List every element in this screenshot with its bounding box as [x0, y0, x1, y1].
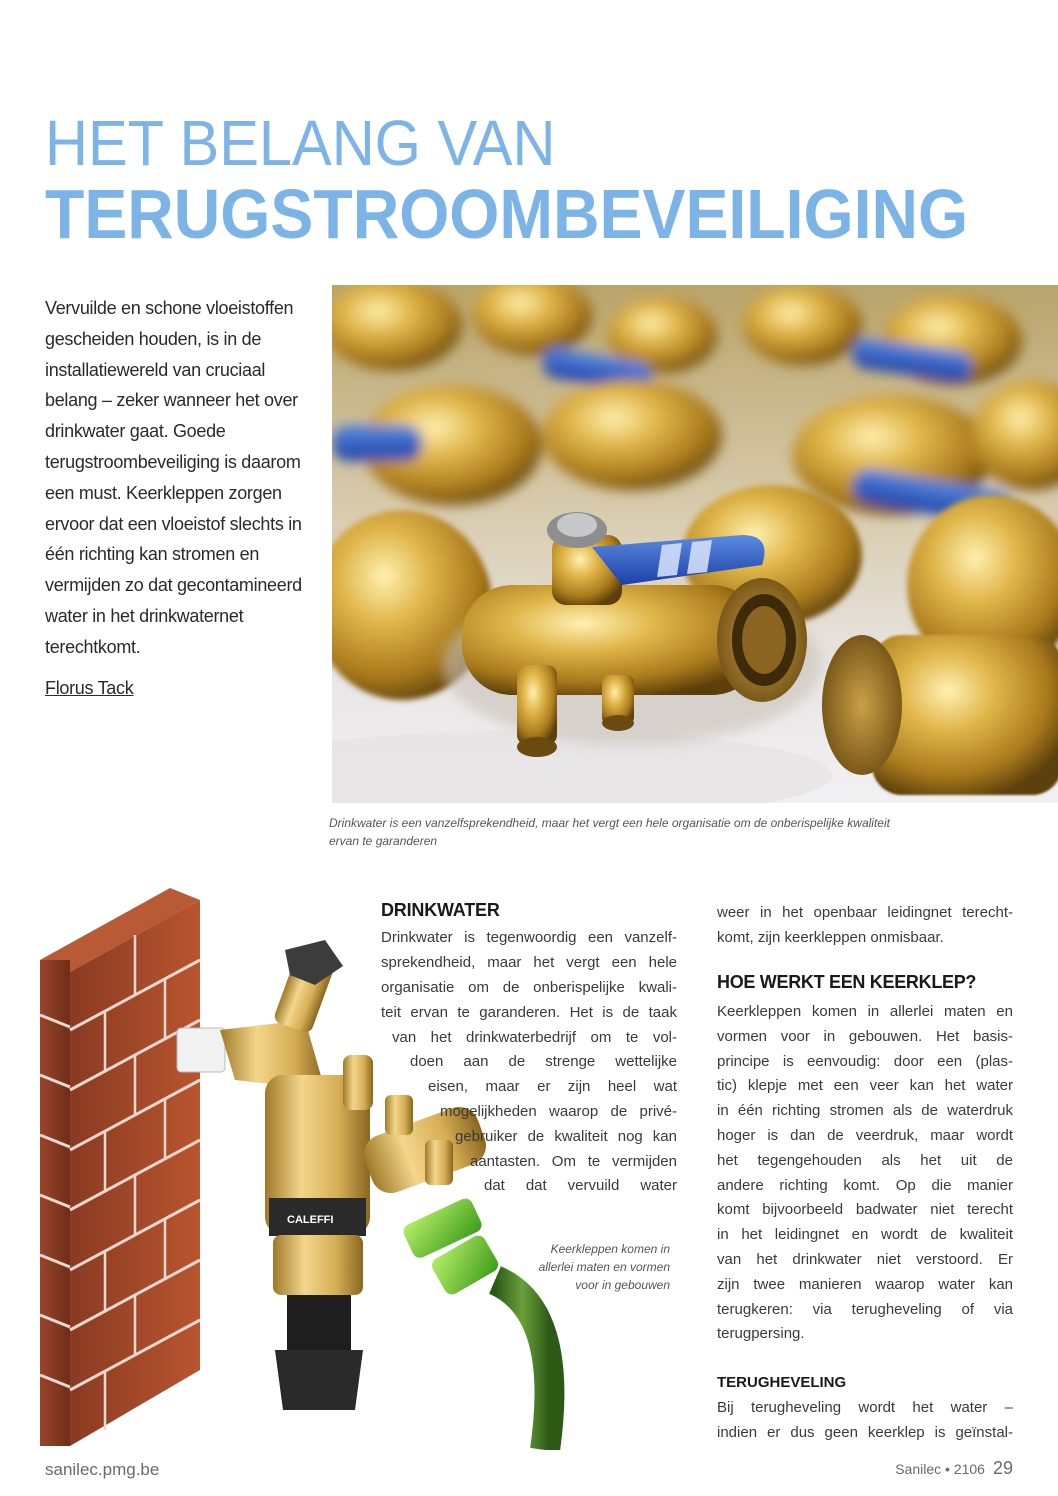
- intro-line: terugstroombeveiliging is daarom: [45, 451, 301, 472]
- keerklep-line: terugpersing.: [717, 1325, 805, 1343]
- keerklep-text: [717, 1000, 1013, 1347]
- terugheveling-text: [717, 1396, 1013, 1446]
- title-line-2: TERUGSTROOMBEVEILIGING: [45, 175, 969, 253]
- intro-line: installatiewereld van cruciaal: [45, 359, 266, 380]
- footer-url[interactable]: sanilec.pmg.be: [45, 1460, 160, 1479]
- intro-line: één richting kan stromen en: [45, 544, 260, 565]
- keerklep-line: hoger is dan de veerdruk, maar wordt: [717, 1126, 1013, 1144]
- title-line-1: HET BELANG VAN: [45, 107, 556, 179]
- illustration-caption-line: Keerkleppen komen in: [550, 1242, 670, 1256]
- intro-line: drinkwater gaat. Goede: [45, 421, 226, 442]
- drinkwater-line: gebruiker de kwaliteit nog kan: [455, 1128, 677, 1145]
- photo-caption-line: Drinkwater is een vanzelfsprekendheid, maar het vergt een hele organisatie om de onberispelijke kwaliteit: [329, 816, 890, 830]
- keerklep-line: van het drinkwater niet verstoord. Er: [717, 1250, 1013, 1268]
- keerklep-line: terugkeren: via terugheveling of via: [717, 1300, 1013, 1318]
- terugheveling-line: Bij terugheveling wordt het water –: [717, 1399, 1013, 1416]
- drinkwater-line: organisatie om de onberispelijke kwali-: [381, 979, 677, 996]
- intro-line: ervoor dat een vloeistof slechts in: [45, 513, 302, 534]
- drinkwater-line: aantasten. Om te vermijden: [470, 1153, 677, 1170]
- drinkwater-line: teit ervan te garanderen. Het is de taak: [381, 1004, 677, 1021]
- photo-caption: [329, 814, 969, 850]
- keerklep-line: andere richting komt. Op die manier: [717, 1176, 1013, 1194]
- illustration-caption: [500, 1240, 670, 1294]
- drinkwater-line: Drinkwater is tegenwoordig een vanzelf-: [381, 929, 677, 946]
- keerklep-line: tic) klepje met een veer kan het water: [717, 1077, 1013, 1095]
- keerklep-line: vormen voor in gebouwen. Het basis-: [717, 1027, 1013, 1045]
- continuation-line: komt, zijn keerkleppen onmisbaar.: [717, 928, 944, 946]
- intro-line: terechtkomt.: [45, 636, 141, 657]
- intro-line: vermijden zo dat gecontamineerd: [45, 575, 302, 596]
- intro-line: gescheiden houden, is in de: [45, 328, 262, 349]
- drinkwater-line: mogelijkheden waarop de privé-: [440, 1103, 677, 1120]
- illustration-caption-line: voor in gebouwen: [575, 1278, 670, 1292]
- author-link[interactable]: Florus Tack: [45, 678, 134, 698]
- illustration-brand: CALEFFI: [287, 1214, 334, 1226]
- illustration-caption-line: allerlei maten en vormen: [538, 1260, 670, 1274]
- terugheveling-line: indien er dus geen keerklep is geïnstal-: [717, 1423, 1013, 1441]
- drinkwater-line: eisen, maar er zijn heel wat: [428, 1078, 677, 1095]
- keerklep-line: het tegengehouden als het uit de: [717, 1151, 1013, 1169]
- footer-page-info: [895, 1458, 1013, 1479]
- intro-line: belang – zeker wanneer het over: [45, 390, 298, 411]
- keerklep-line: zijn twee manieren waarop water kan: [717, 1275, 1013, 1293]
- intro-paragraph: [45, 293, 315, 663]
- keerklep-line: in één richting stromen als de waterdruk: [717, 1102, 1013, 1120]
- keerklep-line: komt bijvoorbeeld badwater niet terecht: [717, 1201, 1013, 1219]
- drinkwater-line: doen aan de strenge wettelijke: [410, 1053, 677, 1070]
- continuation-text: [717, 901, 1013, 951]
- continuation-line: weer in het openbaar leidingnet terecht-: [717, 904, 1013, 921]
- intro-line: een must. Keerkleppen zorgen: [45, 482, 282, 503]
- heading-hoe-werkt-keerklep: HOE WERKT EEN KEERKLEP?: [717, 972, 977, 992]
- keerklep-line: principe is eenvoudig: door een (plas-: [717, 1052, 1013, 1070]
- drinkwater-line: sprekendheid, maar het vergt een hele: [381, 954, 677, 971]
- intro-line: water in het drinkwaternet: [45, 605, 244, 626]
- heading-drinkwater: DRINKWATER: [381, 900, 500, 920]
- footer-magazine: Sanilec • 2106: [895, 1461, 985, 1477]
- keerklep-line: in het leidingnet en wordt de kwaliteit: [717, 1226, 1013, 1244]
- drinkwater-line: van het drinkwaterbedrijf om te vol-: [392, 1029, 677, 1046]
- drinkwater-line: dat dat vervuild water: [484, 1177, 677, 1194]
- photo-caption-line: ervan te garanderen: [329, 834, 438, 848]
- keerklep-line: Keerkleppen komen in allerlei maten en: [717, 1003, 1013, 1020]
- page-number: 29: [992, 1458, 1013, 1478]
- intro-line: Vervuilde en schone vloeistoffen: [45, 298, 294, 318]
- heading-terugheveling: TERUGHEVELING: [717, 1374, 847, 1391]
- valves-photo: [332, 285, 1058, 803]
